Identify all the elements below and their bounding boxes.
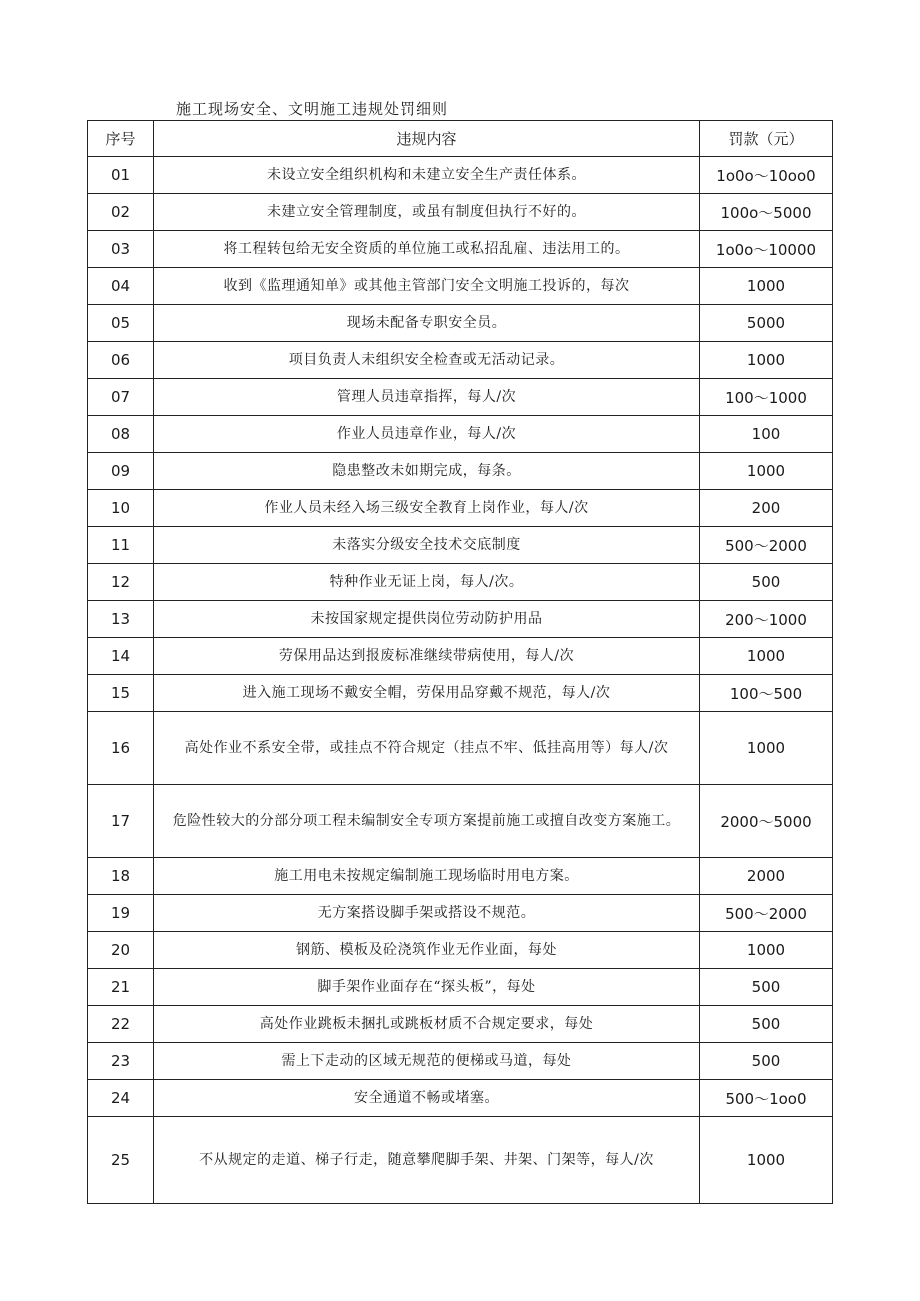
row-number: 07	[88, 379, 154, 416]
row-content: 不从规定的走道、梯子行走，随意攀爬脚手架、井架、门架等，每人/次	[154, 1117, 700, 1204]
row-number: 11	[88, 527, 154, 564]
row-number: 05	[88, 305, 154, 342]
table-row	[88, 490, 833, 527]
header-number: 序号	[88, 121, 154, 157]
header-content: 违规内容	[154, 121, 700, 157]
row-fine: 500	[700, 564, 833, 601]
table-row	[88, 1080, 833, 1117]
row-number: 13	[88, 601, 154, 638]
row-content: 高处作业跳板未捆扎或跳板材质不合规定要求，每处	[154, 1006, 700, 1043]
row-content: 现场未配备专职安全员。	[154, 305, 700, 342]
row-content: 施工用电未按规定编制施工现场临时用电方案。	[154, 858, 700, 895]
row-number: 14	[88, 638, 154, 675]
table-row	[88, 268, 833, 305]
table-row	[88, 194, 833, 231]
row-content: 进入施工现场不戴安全帽，劳保用品穿戴不规范，每人/次	[154, 675, 700, 712]
table-body	[88, 157, 833, 1204]
row-number: 22	[88, 1006, 154, 1043]
table-row	[88, 895, 833, 932]
row-fine: 1000	[700, 342, 833, 379]
row-fine: 1o0o～10000	[700, 231, 833, 268]
row-fine: 500～1oo0	[700, 1080, 833, 1117]
row-number: 25	[88, 1117, 154, 1204]
table-row	[88, 1006, 833, 1043]
document-title: 施工现场安全、文明施工违规处罚细则	[176, 100, 449, 118]
row-content: 无方案搭设脚手架或搭设不规范。	[154, 895, 700, 932]
row-fine: 500～2000	[700, 527, 833, 564]
row-fine: 500	[700, 1043, 833, 1080]
row-number: 01	[88, 157, 154, 194]
row-fine: 1000	[700, 268, 833, 305]
row-content: 特种作业无证上岗，每人/次。	[154, 564, 700, 601]
row-content: 项目负责人未组织安全检查或无活动记录。	[154, 342, 700, 379]
table-row	[88, 342, 833, 379]
table-row	[88, 1117, 833, 1204]
row-content: 作业人员未经入场三级安全教育上岗作业，每人/次	[154, 490, 700, 527]
table-row	[88, 305, 833, 342]
row-number: 24	[88, 1080, 154, 1117]
row-number: 09	[88, 453, 154, 490]
row-fine: 1000	[700, 932, 833, 969]
row-number: 08	[88, 416, 154, 453]
row-number: 15	[88, 675, 154, 712]
row-fine: 1o0o～10oo0	[700, 157, 833, 194]
row-content: 高处作业不系安全带，或挂点不符合规定（挂点不牢、低挂高用等）每人/次	[154, 712, 700, 785]
row-number: 18	[88, 858, 154, 895]
table-row	[88, 453, 833, 490]
row-fine: 5000	[700, 305, 833, 342]
row-number: 17	[88, 785, 154, 858]
table-row	[88, 858, 833, 895]
row-fine: 100～1000	[700, 379, 833, 416]
table-row	[88, 785, 833, 858]
row-content: 钢筋、模板及砼浇筑作业无作业面，每处	[154, 932, 700, 969]
row-fine: 100	[700, 416, 833, 453]
row-number: 12	[88, 564, 154, 601]
row-number: 04	[88, 268, 154, 305]
row-fine: 1000	[700, 1117, 833, 1204]
header-fine: 罚款（元）	[700, 121, 833, 157]
table-header-row	[88, 121, 833, 157]
row-fine: 500	[700, 1006, 833, 1043]
row-content: 隐患整改未如期完成，每条。	[154, 453, 700, 490]
table-row	[88, 416, 833, 453]
row-fine: 100o～5000	[700, 194, 833, 231]
row-number: 20	[88, 932, 154, 969]
row-number: 03	[88, 231, 154, 268]
row-fine: 200	[700, 490, 833, 527]
row-number: 19	[88, 895, 154, 932]
table-row	[88, 379, 833, 416]
row-fine: 1000	[700, 638, 833, 675]
row-fine: 200～1000	[700, 601, 833, 638]
table-row	[88, 1043, 833, 1080]
table-row	[88, 231, 833, 268]
row-fine: 500～2000	[700, 895, 833, 932]
table-row	[88, 932, 833, 969]
row-fine: 1000	[700, 712, 833, 785]
table-row	[88, 157, 833, 194]
table-row	[88, 601, 833, 638]
row-fine: 2000～5000	[700, 785, 833, 858]
row-content: 劳保用品达到报废标准继续带病使用，每人/次	[154, 638, 700, 675]
row-number: 10	[88, 490, 154, 527]
row-content: 需上下走动的区域无规范的便梯或马道，每处	[154, 1043, 700, 1080]
row-content: 未建立安全管理制度，或虽有制度但执行不好的。	[154, 194, 700, 231]
row-content: 管理人员违章指挥，每人/次	[154, 379, 700, 416]
table-row	[88, 564, 833, 601]
table-row	[88, 527, 833, 564]
row-content: 作业人员违章作业，每人/次	[154, 416, 700, 453]
penalty-table	[87, 120, 833, 1204]
row-number: 06	[88, 342, 154, 379]
table-row	[88, 675, 833, 712]
row-content: 收到《监理通知单》或其他主管部门安全文明施工投诉的，每次	[154, 268, 700, 305]
row-content: 脚手架作业面存在“探头板”，每处	[154, 969, 700, 1006]
row-fine: 2000	[700, 858, 833, 895]
table-row	[88, 712, 833, 785]
row-content: 安全通道不畅或堵塞。	[154, 1080, 700, 1117]
row-fine: 1000	[700, 453, 833, 490]
row-content: 危险性较大的分部分项工程未编制安全专项方案提前施工或擅自改变方案施工。	[154, 785, 700, 858]
row-fine: 100～500	[700, 675, 833, 712]
row-content: 未落实分级安全技术交底制度	[154, 527, 700, 564]
row-number: 16	[88, 712, 154, 785]
row-number: 21	[88, 969, 154, 1006]
row-content: 将工程转包给无安全资质的单位施工或私招乱雇、违法用工的。	[154, 231, 700, 268]
row-content: 未按国家规定提供岗位劳动防护用品	[154, 601, 700, 638]
row-number: 23	[88, 1043, 154, 1080]
row-number: 02	[88, 194, 154, 231]
table-row	[88, 638, 833, 675]
row-fine: 500	[700, 969, 833, 1006]
row-content: 未设立安全组织机构和未建立安全生产责任体系。	[154, 157, 700, 194]
table-row	[88, 969, 833, 1006]
